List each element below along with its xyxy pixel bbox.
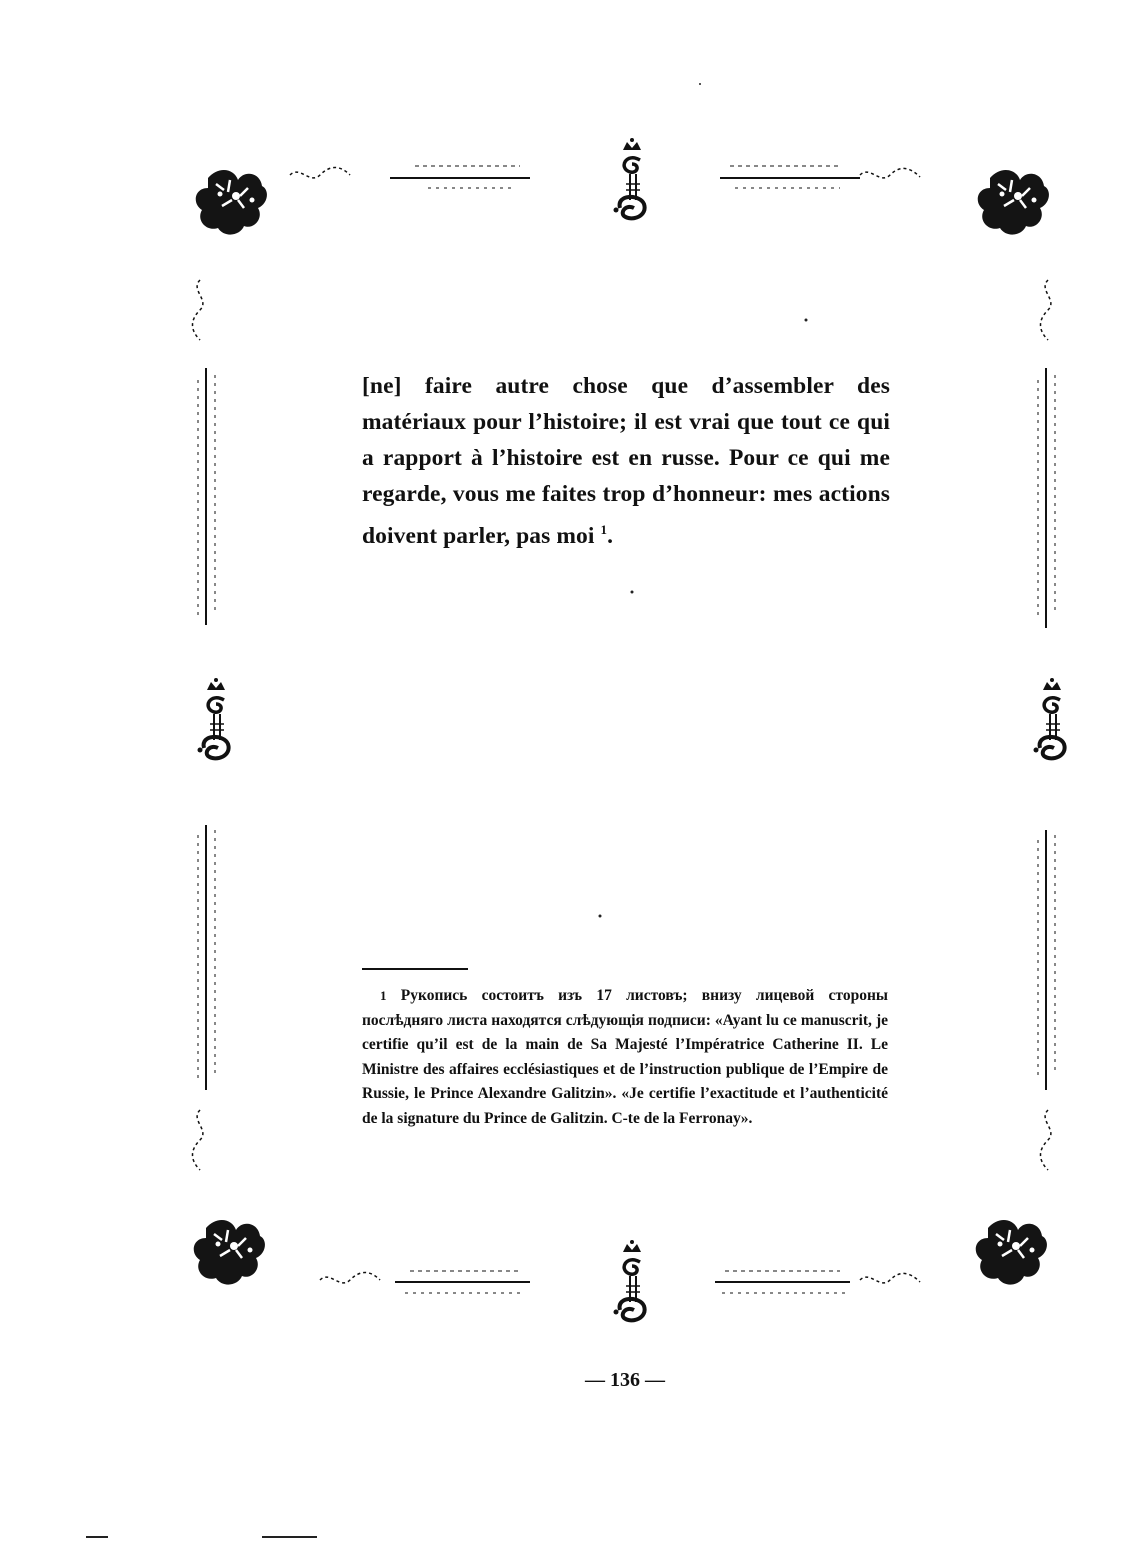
corner-bottom-left: [194, 1220, 265, 1285]
scan-artifact-line-right: [262, 1536, 317, 1538]
footnote-reference: 1: [600, 522, 608, 537]
footnote: [362, 984, 888, 1131]
right-monogram: [1034, 678, 1065, 758]
main-text-end-punct: .: [607, 522, 614, 549]
footnote-text: Рукопись состоитъ изъ 17 листовъ; внизу лицевой стороны послѣдняго листа находятся слѣдующія подписи: «Ayant lu ce manuscrit, je certifie qu’il est de la main de Sa Majesté l’Impératrice Catherine II. Le Ministre des affaires ecclésiastiques et de l’instruction publique de l’Empire de Russie, le Prince Alexandre Galitzin». «Je certifie l’exactitude et l’authenticité de la signature du Prince de Galitzin. C-te de la Ferronay».: [362, 987, 888, 1127]
right-border: [1038, 280, 1055, 1170]
footnote-separator: [362, 968, 468, 970]
bottom-monogram: [614, 1240, 645, 1320]
left-monogram: [198, 678, 229, 758]
main-text-body: [ne] faire autre chose que d’assembler des matériaux pour l’histoire; il est vrai que tout ce qui a rapport à l’histoire est en russe. Pour ce qui me regarde, vous me faites trop d’honneur: mes actions doivent parler, pas moi: [362, 373, 890, 549]
corner-bottom-right: [976, 1220, 1047, 1285]
main-text-paragraph: [362, 368, 890, 554]
scan-artifact-line-left: [86, 1536, 108, 1538]
corner-top-right: [978, 170, 1049, 235]
footnote-marker: 1: [380, 988, 387, 1003]
top-border: [290, 166, 920, 188]
page-number: — 136 —: [585, 1369, 665, 1391]
bottom-border: [320, 1271, 920, 1293]
top-monogram: [614, 138, 645, 218]
left-border: [193, 280, 216, 1170]
corner-top-left: [196, 170, 267, 235]
